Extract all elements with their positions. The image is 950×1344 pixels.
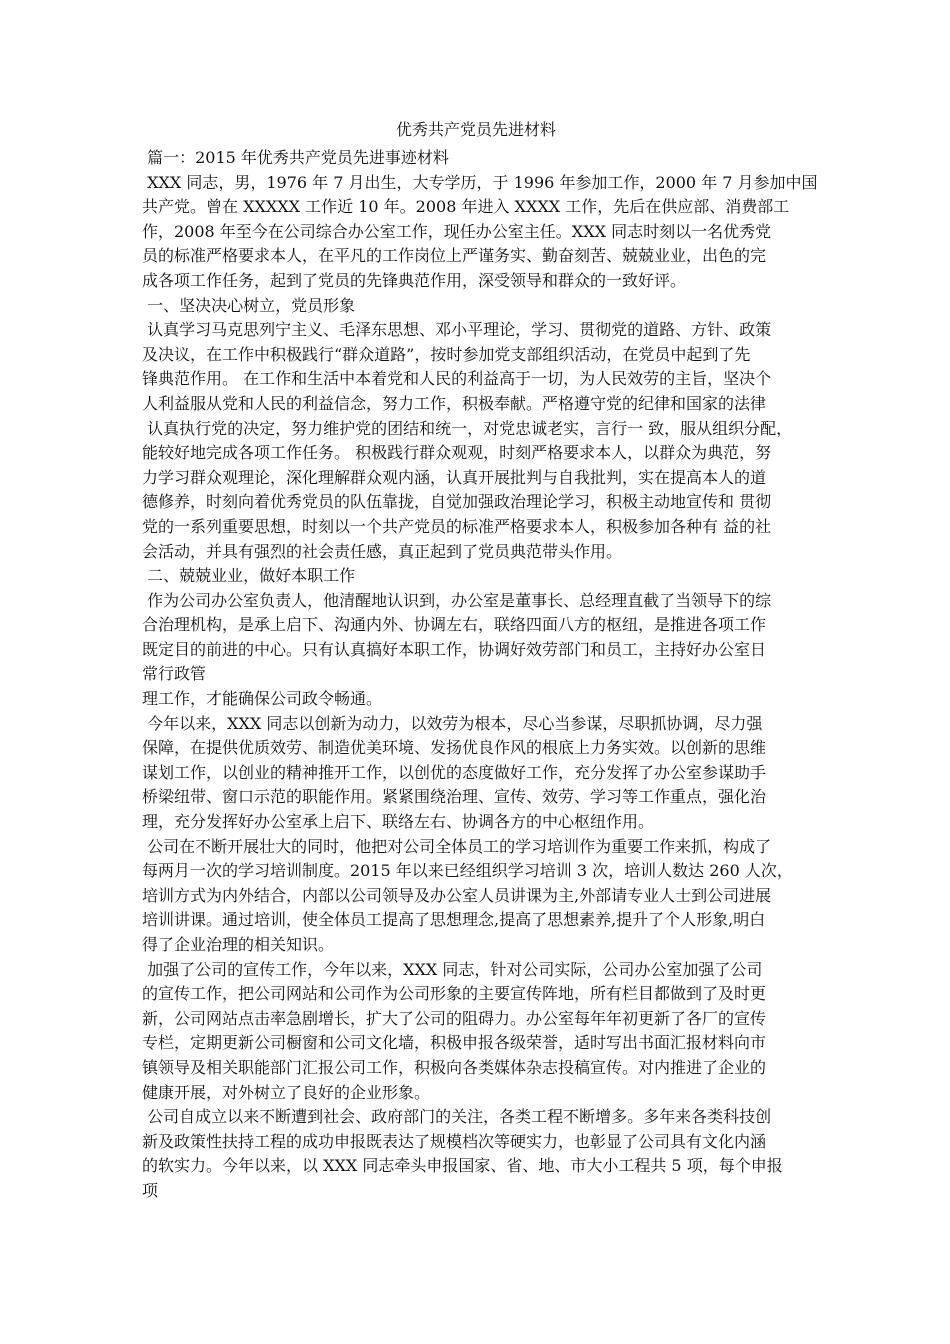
text-line: 作为公司办公室负责人，他清醒地认识到，办公室是董事长、总经理直截了当领导下的综 <box>142 590 772 610</box>
text-line: 人利益服从党和人民的利益信念，努力工作，积极奉献。严格遵守党的纪律和国家的法律 <box>142 393 767 413</box>
text-line: 桥梁纽带、窗口示范的职能作用。紧紧围绕治理、宣传、效劳、学习等工作重点，强化治 <box>142 787 767 807</box>
text-line: 公司在不断开展壮大的同时，他把对公司全体员工的学习培训作为重要工作来抓，构成了 <box>142 836 772 856</box>
text-line: 德修养，时刻向着优秀党员的队伍靠拢，自觉加强政治理论学习，积极主动地宣传和 贯彻 <box>142 492 772 512</box>
text-line: 锋典范作用。 在工作和生活中本着党和人民的利益高于一切，为人民效劳的主旨，坚决个 <box>142 369 772 389</box>
text-line: 篇一：2015 年优秀共产党员先进事迹材料 <box>142 148 449 167</box>
text-line: 新及政策性扶持工程的成功申报既表达了规模档次等硬实力，也彰显了公司具有文化内涵 <box>142 1131 767 1151</box>
text-line: 理，充分发挥好办公室承上启下、联络左右、协调各方的中心枢纽作用。 <box>142 812 655 832</box>
text-line: 及决议，在工作中积极践行“群众道路”，按时参加党支部组织活动，在党员中起到了先 <box>142 344 751 364</box>
text-line: 既定目的前进的中心。只有认真搞好本职工作，协调好效劳部门和员工，主持好办公室日 <box>142 639 767 659</box>
document-page <box>142 118 818 1204</box>
text-line: 力学习群众观理论，深化理解群众观内涵，认真开展批判与自我批判，实在提高本人的道 <box>142 467 767 487</box>
text-line: 常行政管 <box>142 664 207 684</box>
text-line: 培训方式为内外结合，内部以公司领导及办公室人员讲课为主,外部请专业人士到公司进展 <box>142 885 772 905</box>
text-line: 今年以来，XXX 同志以创新为动力，以效劳为根本，尽心当参谋，尽职抓协调，尽力强 <box>142 713 763 733</box>
text-line: 共产党。曾在 XXXXX 工作近 10 年。2008 年进入 XXXX 工作，先后在供应部、消费部工 <box>142 197 790 217</box>
text-line: 党的一系列重要思想，时刻以一个共产党员的标准严格要求本人，积极参加各种有 益的社 <box>142 516 772 536</box>
text-line: 认真学习马克思列宁主义、毛泽东思想、邓小平理论，学习、贯彻党的道路、方针、政策 <box>142 320 772 340</box>
text-line: XXX 同志，男，1976 年 7 月出生，大专学历，于 1996 年参加工作，2000 年 7 月参加中国 <box>142 172 818 192</box>
text-line: 能较好地完成各项工作任务。 积极践行群众观观，时刻严格要求本人，以群众为典范，努 <box>142 443 772 463</box>
text-line: 加强了公司的宣传工作，今年以来，XXX 同志，针对公司实际，公司办公室加强了公司 <box>142 959 763 979</box>
text-line: 的软实力。今年以来，以 XXX 同志牵头申报国家、省、地、市大小工程共 5 项，每个申报 <box>142 1156 783 1176</box>
text-line: 每两月一次的学习培训制度。2015 年以来已经组织学习培训 3 次，培训人数达 260 人次， <box>142 861 793 881</box>
text-line: 认真执行党的决定，努力维护党的团结和统一，对党忠诚老实，言行一 致，服从组织分配， <box>142 418 793 438</box>
text-line: 得了企业治理的相关知识。 <box>142 935 335 954</box>
text-line: 二、兢兢业业，做好本职工作 <box>142 566 356 586</box>
text-line: 作，2008 年至今在公司综合办公室工作，现任办公室主任。XXX 同志时刻以一名优秀党 <box>142 221 772 241</box>
text-line: 谋划工作，以创业的精神推开工作，以创优的态度做好工作，充分发挥了办公室参谋助手 <box>142 762 767 782</box>
text-line: 的宣传工作，把公司网站和公司作为公司形象的主要宣传阵地，所有栏目都做到了及时更 <box>142 984 767 1004</box>
text-line: 员的标准严格要求本人，在平凡的工作岗位上严谨务实、勤奋刻苦、兢兢业业，出色的完 <box>142 246 767 266</box>
text-line: 公司自成立以来不断遭到社会、政府部门的关注，各类工程不断增多。多年来各类科技创 <box>142 1107 772 1127</box>
text-line: 会活动，并具有强烈的社会责任感，真正起到了党员典范带头作用。 <box>142 541 623 561</box>
text-line: 理工作，才能确保公司政令畅通。 <box>142 689 383 709</box>
text-line: 合治理机构，是承上启下、沟通内外、协调左右，联络四面八方的枢纽，是推进各项工作 <box>142 615 767 635</box>
text-line: 镇领导及相关职能部门汇报公司工作，积极向各类媒体杂志投稿宣传。对内推进了企业的 <box>142 1057 767 1077</box>
text-line: 保障，在提供优质效劳、制造优美环境、发扬优良作风的根底上力务实效。以创新的思维 <box>142 738 767 758</box>
text-line: 健康开展，对外树立了良好的企业形象。 <box>142 1082 431 1102</box>
text-line: 培训讲课。通过培训，使全体员工提高了思想理念,提高了思想素养,提升了个人形象,明白 <box>142 910 766 930</box>
text-line: 新，公司网站点击率急剧增长，扩大了公司的阻碍力。办公室每年年初更新了各厂的宣传 <box>142 1008 767 1028</box>
text-line: 项 <box>142 1180 159 1200</box>
text-line: 专栏，定期更新公司橱窗和公司文化墙，积极申报各级荣誉，适时写出书面汇报材料向市 <box>142 1033 767 1053</box>
text-line: 一、坚决决心树立，党员形象 <box>142 295 356 315</box>
text-line: 成各项工作任务，起到了党员的先锋典范作用，深受领导和群众的一致好评。 <box>142 270 687 290</box>
document-title: 优秀共产党员先进材料 <box>395 120 556 139</box>
document-body <box>142 146 818 1204</box>
